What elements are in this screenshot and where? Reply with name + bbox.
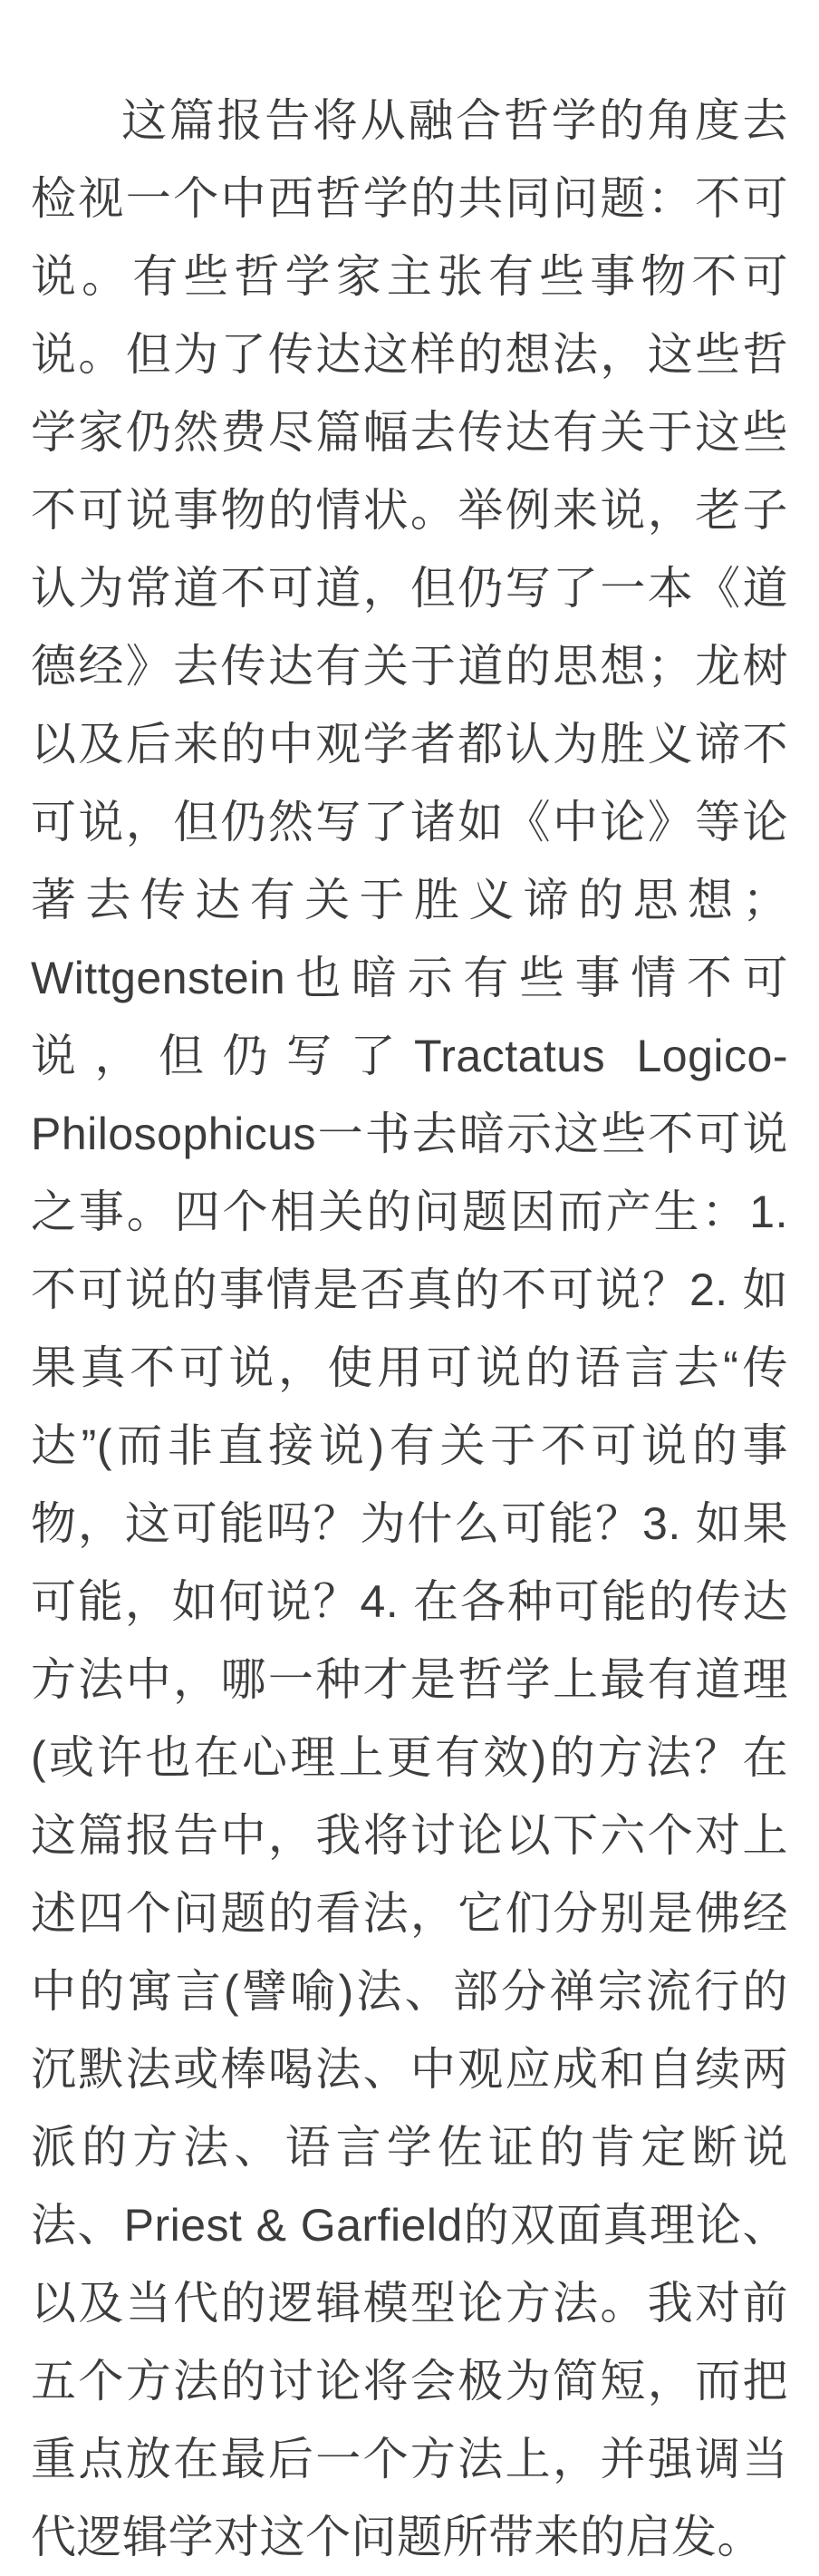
abstract-paragraph: 这篇报告将从融合哲学的角度去检视一个中西哲学的共同问题：不可说。有些哲学家主张有些事物不可说。但为了传达这样的想法，这些哲学家仍然费尽篇幅去传达有关于这些不可说事物的情状。举例来说，老子认为常道不可道，但仍写了一本《道德经》去传达有关于道的思想；龙树以及后来的中观学者都认为胜义谛不可说，但仍然写了诸如《中论》等论著去传达有关于胜义谛的思想；Wittgenstein也暗示有些事情不可说，但仍写了Tractatus Logico-Philosophicus一书去暗示这些不可说之事。四个相关的问题因而产生：1. 不可说的事情是否真的不可说？2. 如果真不可说，使用可说的语言去“传达”(而非直接说)有关于不可说的事物，这可能吗？为什么可能？3. 如果可能，如何说？4. 在各种可能的传达方法中，哪一种才是哲学上最有道理(或许也在心理上更有效)的方法？在这篇报告中，我将讨论以下六个对上述四个问题的看法，它们分别是佛经中的寓言(譬喻)法、部分禅宗流行的沉默法或棒喝法、中观应成和自续两派的方法、语言学佐证的肯定断说法、Priest & Garfield的双面真理论、以及当代的逻辑模型论方法。我对前五个方法的讨论将会极为简短，而把重点放在最后一个方法上，并强调当代逻辑学对这个问题所带来的启发。 [31, 95, 788, 2562]
